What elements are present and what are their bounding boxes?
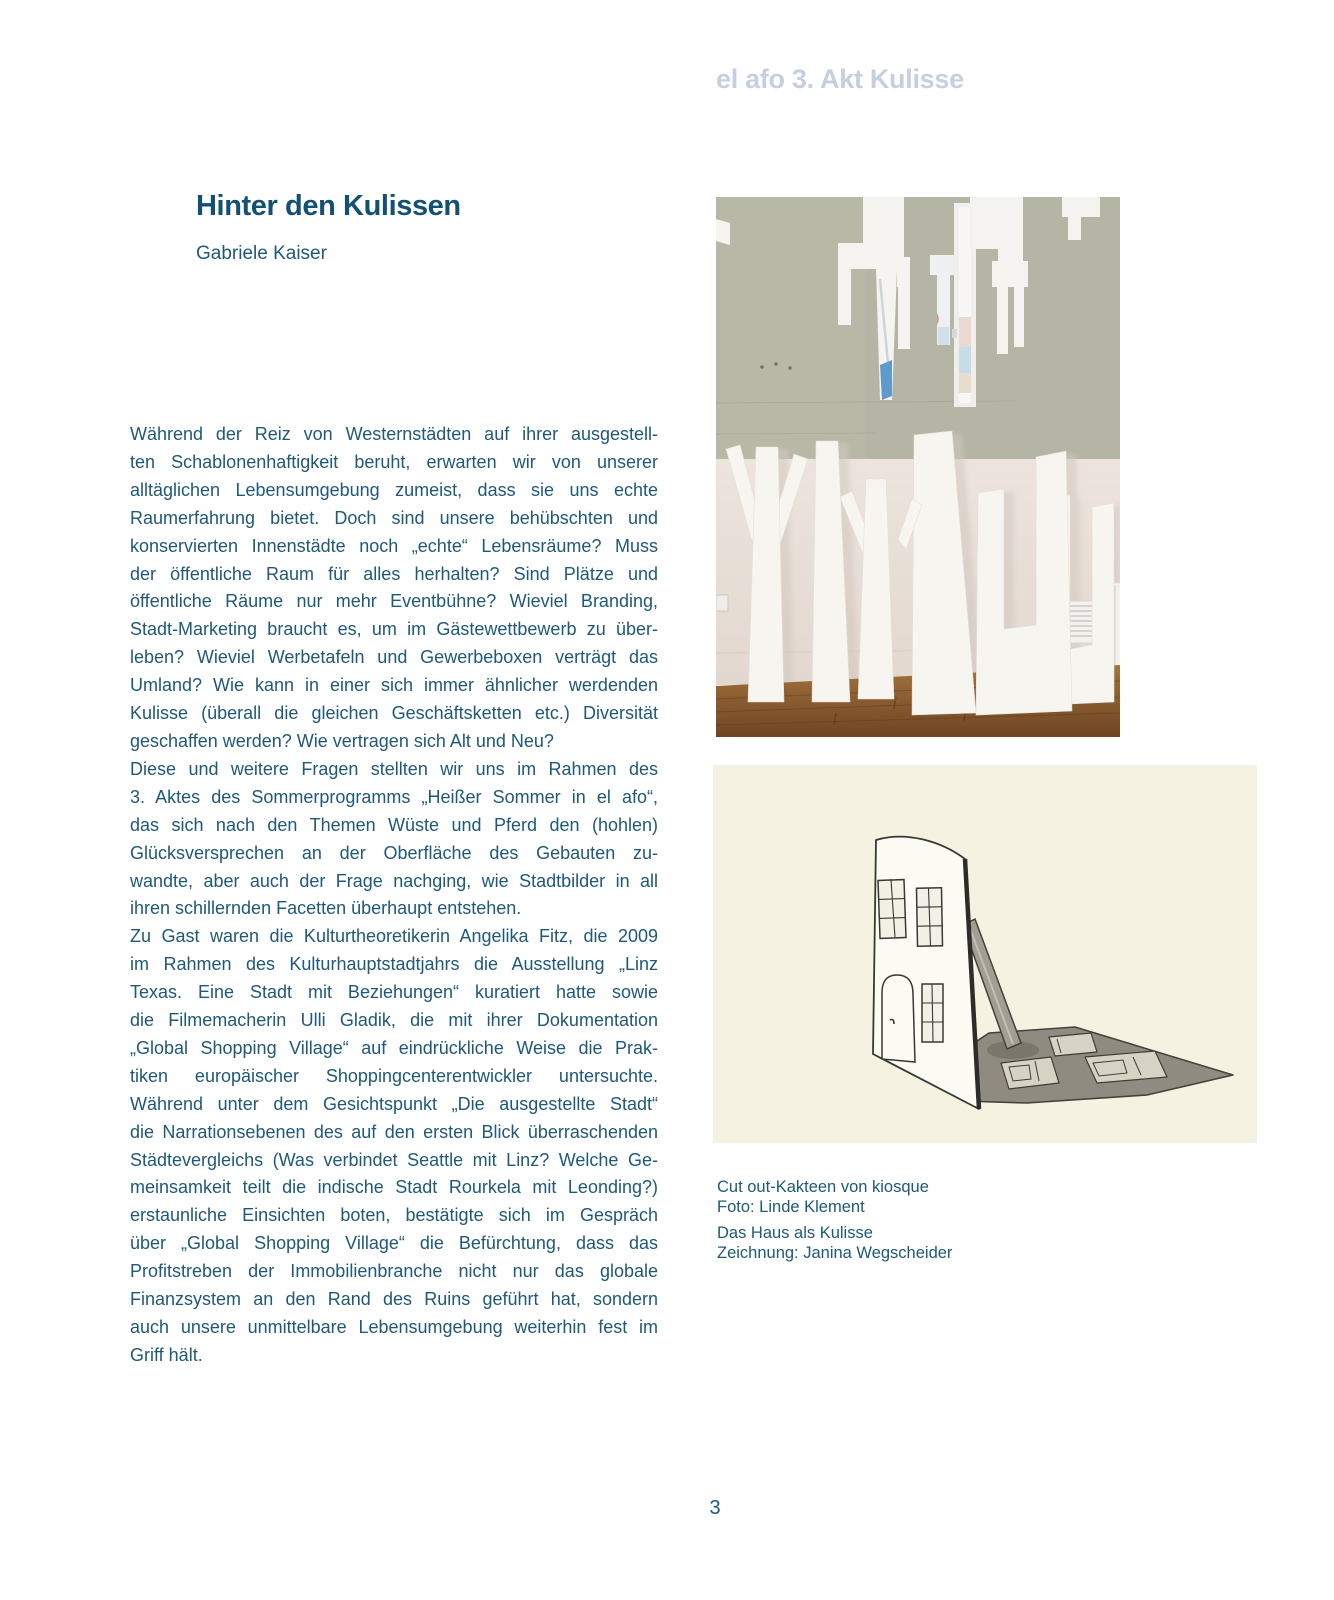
body-text-line: Raumerfahrung bietet. Doch sind unsere behübschten und (130, 507, 658, 528)
body-text-line: öffentliche Räume nur mehr Eventbühne? Wieviel Branding, (130, 591, 658, 612)
body-text-line: Zu Gast waren die Kulturtheoretikerin Angelika Fitz, die 2009 (130, 926, 658, 947)
body-text-line: die Narrationsebenen des auf den ersten Blick überraschenden (130, 1121, 658, 1142)
body-text-line: 3. Aktes des Sommerprogramms „Heißer Sommer in el afo“, (130, 786, 658, 807)
body-text-line: Kulisse (überall die gleichen Geschäftsketten etc.) Diversität (130, 703, 658, 724)
body-text-line: Diese und weitere Fragen stellten wir uns im Rahmen des (130, 758, 658, 779)
body-text (130, 421, 658, 1370)
page-title: Hinter den Kulissen (196, 190, 461, 222)
cutout-cacti-photo-image (716, 197, 1120, 737)
body-text-line: konservierten Innenstädte noch „echte“ Lebensräume? Muss (130, 535, 658, 556)
caption-drawing (717, 1223, 1137, 1263)
body-text-line: das sich nach den Themen Wüste und Pferd den (hohlen) (130, 814, 658, 835)
body-text-line: Griff hält. (130, 1344, 203, 1365)
body-text-line: Städtevergleichs (Was verbindet Seattle mit Linz? Welche Ge- (130, 1149, 658, 1170)
body-text-line: auch unsere unmittelbare Lebensumgebung weiterhin fest im (130, 1317, 658, 1337)
body-text-line: Während der Reiz von Westernstädten auf ihrer ausgestell- (130, 424, 658, 444)
body-text-line: die Filmemacherin Ulli Gladik, die mit ihrer Dokumentation (130, 1010, 658, 1031)
body-text-line: im Rahmen des Kulturhauptstadtjahrs die Ausstellung „Linz (130, 954, 658, 975)
body-text-line: Finanzsystem an den Rand des Ruins geführt hat, sondern (130, 1289, 658, 1310)
body-text-line: geschaffen werden? Wie vertragen sich Alt und Neu? (130, 730, 554, 751)
figure-caption-line: Foto: Linde Klement (717, 1198, 865, 1216)
caption-photo (717, 1177, 1137, 1217)
body-text-line: wandte, aber auch der Frage nachging, wie Stadtbilder in all (130, 870, 658, 891)
house-kulisse-drawing-image (713, 765, 1257, 1143)
body-text-line: Umland? Wie kann in einer sich immer ähnlicher werdenden (130, 675, 658, 696)
body-text-line: „Global Shopping Village“ auf eindrückliche Weise die Prak- (130, 1037, 658, 1058)
article-author: Gabriele Kaiser (196, 243, 327, 264)
body-text-line: leben? Wieviel Werbetafeln und Gewerbeboxen verträgt das (130, 647, 658, 668)
body-text-line: alltäglichen Lebensumgebung zumeist, dass sie uns echte (130, 479, 658, 500)
body-text-line: Glücksversprechen an der Oberfläche des Gebauten zu- (130, 842, 658, 863)
body-text-line: über „Global Shopping Village“ die Befürchtung, dass das (130, 1233, 658, 1254)
body-text-line: ihren schillernden Facetten überhaupt entstehen. (130, 898, 522, 919)
figure-photo-cutout-cacti (716, 197, 1120, 737)
body-text-line: Stadt-Marketing braucht es, um im Gästewettbewerb zu über- (130, 619, 658, 640)
running-head: el afo 3. Akt Kulisse (716, 64, 964, 94)
figure-drawing-house (713, 765, 1257, 1143)
figure-caption-line: Cut out-Kakteen von kiosque (717, 1178, 929, 1196)
body-text-line: erstaunliche Einsichten boten, bestätigte sich im Gespräch (130, 1205, 658, 1226)
body-text-line: Während unter dem Gesichtspunkt „Die ausgestellte Stadt“ (130, 1093, 658, 1114)
body-text-line: Texas. Eine Stadt mit Beziehungen“ kuratiert hatte sowie (130, 982, 658, 1003)
body-text-line: tiken europäischer Shoppingcenterentwickler untersuchte. (130, 1065, 658, 1086)
body-text-line: Profitstreben der Immobilienbranche nicht nur das globale (130, 1261, 658, 1282)
figure-caption-line: Zeichnung: Janina Wegscheider (717, 1244, 953, 1262)
page-number: 3 (709, 1497, 721, 1519)
body-text-line: ten Schablonenhaftigkeit beruht, erwarten wir von unserer (130, 451, 658, 472)
figure-caption-line: Das Haus als Kulisse (717, 1224, 873, 1242)
body-text-line: meinsamkeit teilt die indische Stadt Rourkela mit Leonding?) (130, 1177, 658, 1198)
body-text-line: der öffentliche Raum für alles herhalten? Sind Plätze und (130, 563, 658, 584)
